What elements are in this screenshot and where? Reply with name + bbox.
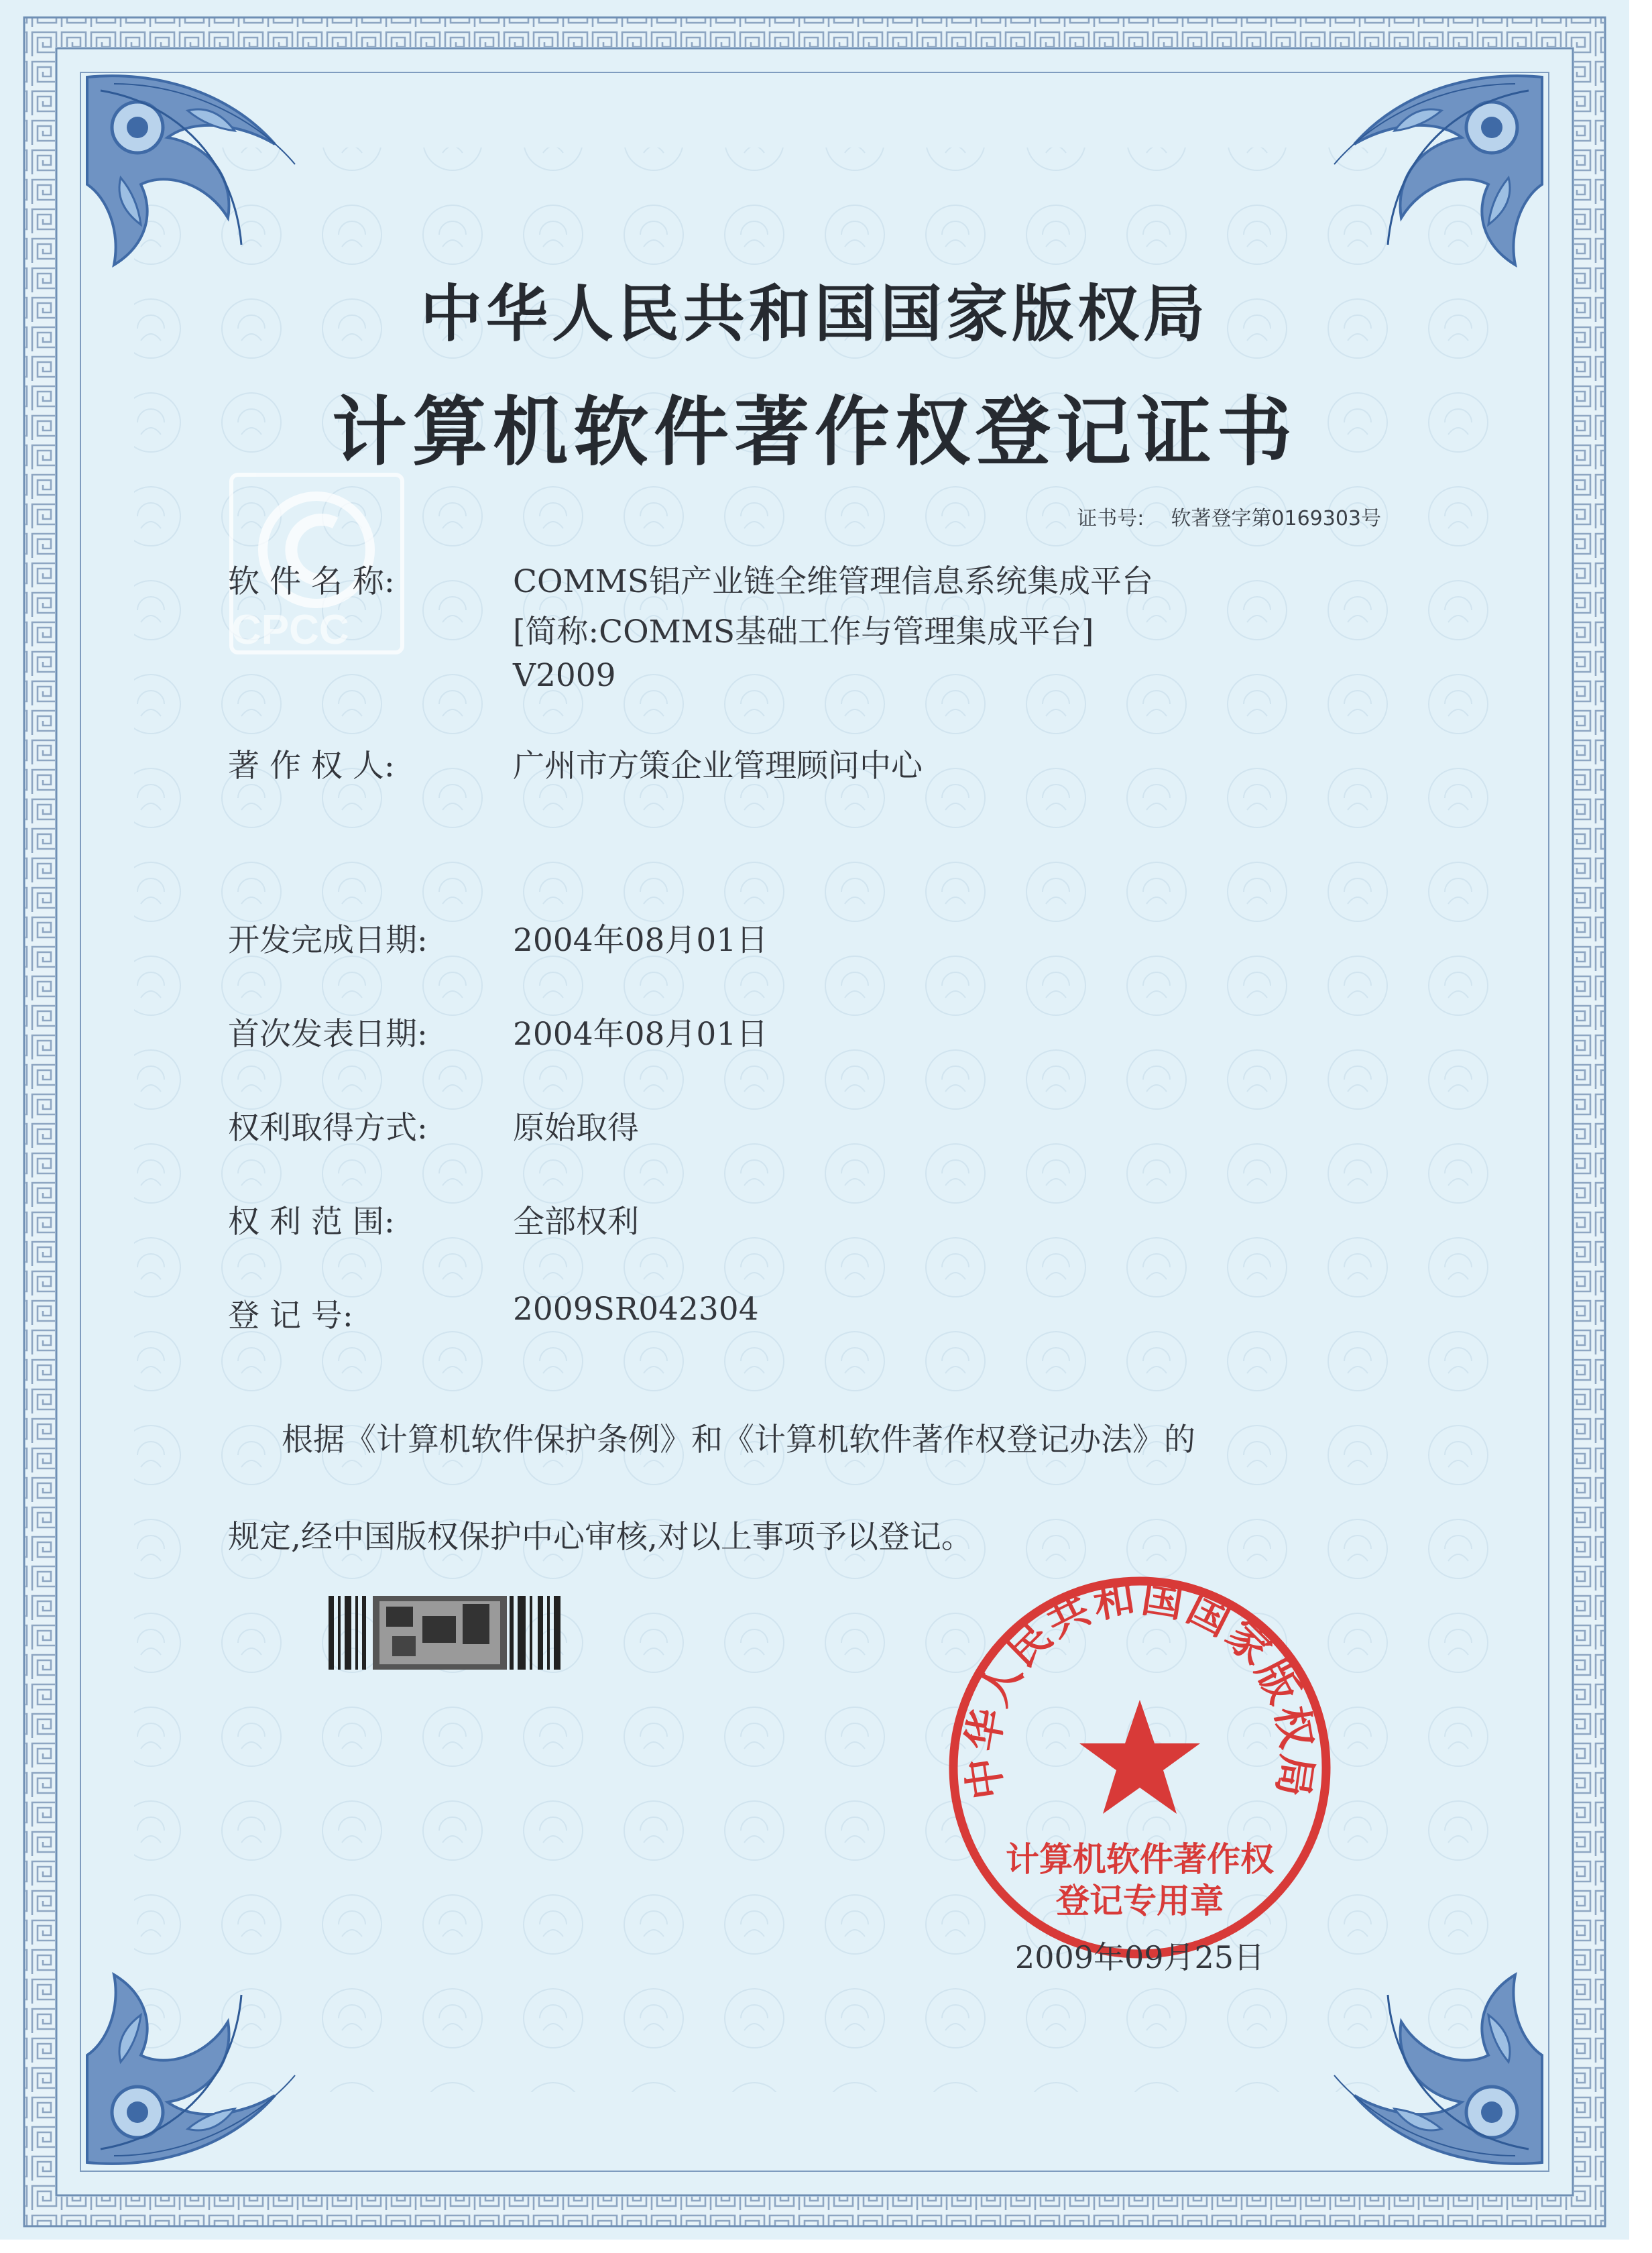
acquisition-method-value: 原始取得	[513, 1110, 639, 1147]
software-name-line3: V2009	[513, 657, 616, 694]
rights-scope-label: 权 利 范 围:	[228, 1204, 395, 1240]
seal-inner-line2: 登记专用章	[1056, 1882, 1224, 1920]
statement-line2: 规定,经中国版权保护中心审核,对以上事项予以登记。	[228, 1519, 973, 1556]
acquisition-method-label: 权利取得方式:	[228, 1110, 428, 1147]
copyright-holder-value: 广州市方策企业管理顾问中心	[513, 748, 923, 785]
statement-line1: 根据《计算机软件保护条例》和《计算机软件著作权登记办法》的	[282, 1422, 1195, 1458]
first-publication-date-label: 首次发表日期:	[228, 1016, 428, 1053]
software-name-row	[228, 557, 395, 601]
software-name-line2: [简称:COMMS基础工作与管理集成平台]	[513, 614, 1094, 650]
certificate-title: 计算机软件著作权登记证书	[332, 388, 1297, 476]
seal-inner-line1: 计算机软件著作权	[1006, 1840, 1274, 1879]
dev-completion-date-label: 开发完成日期:	[228, 922, 428, 959]
certificate-number-label: 证书号:	[1077, 507, 1144, 530]
registration-number-label: 登 记 号:	[228, 1297, 353, 1334]
seal-outer-text: 中华人民共和国国家版权局	[957, 1572, 1322, 1803]
certificate-number-value: 软著登字第0169303号	[1171, 507, 1381, 530]
copyright-holder-label: 著 作 权 人:	[228, 748, 395, 785]
registration-number-value: 2009SR042304	[513, 1291, 759, 1328]
software-name-label: 软 件 名 称:	[228, 563, 395, 600]
issuer-title: 中华人民共和国国家版权局	[420, 278, 1209, 350]
issue-date: 2009年09月25日	[1014, 1939, 1265, 1975]
software-name-line1: COMMS铝产业链全维管理信息系统集成平台	[513, 563, 1153, 600]
cpcc-logo-text: CPCC	[231, 607, 349, 653]
rights-scope-value: 全部权利	[513, 1204, 639, 1240]
certificate-number	[1077, 502, 1381, 531]
first-publication-date-value: 2004年08月01日	[513, 1016, 768, 1053]
dev-completion-date-value: 2004年08月01日	[513, 922, 768, 959]
